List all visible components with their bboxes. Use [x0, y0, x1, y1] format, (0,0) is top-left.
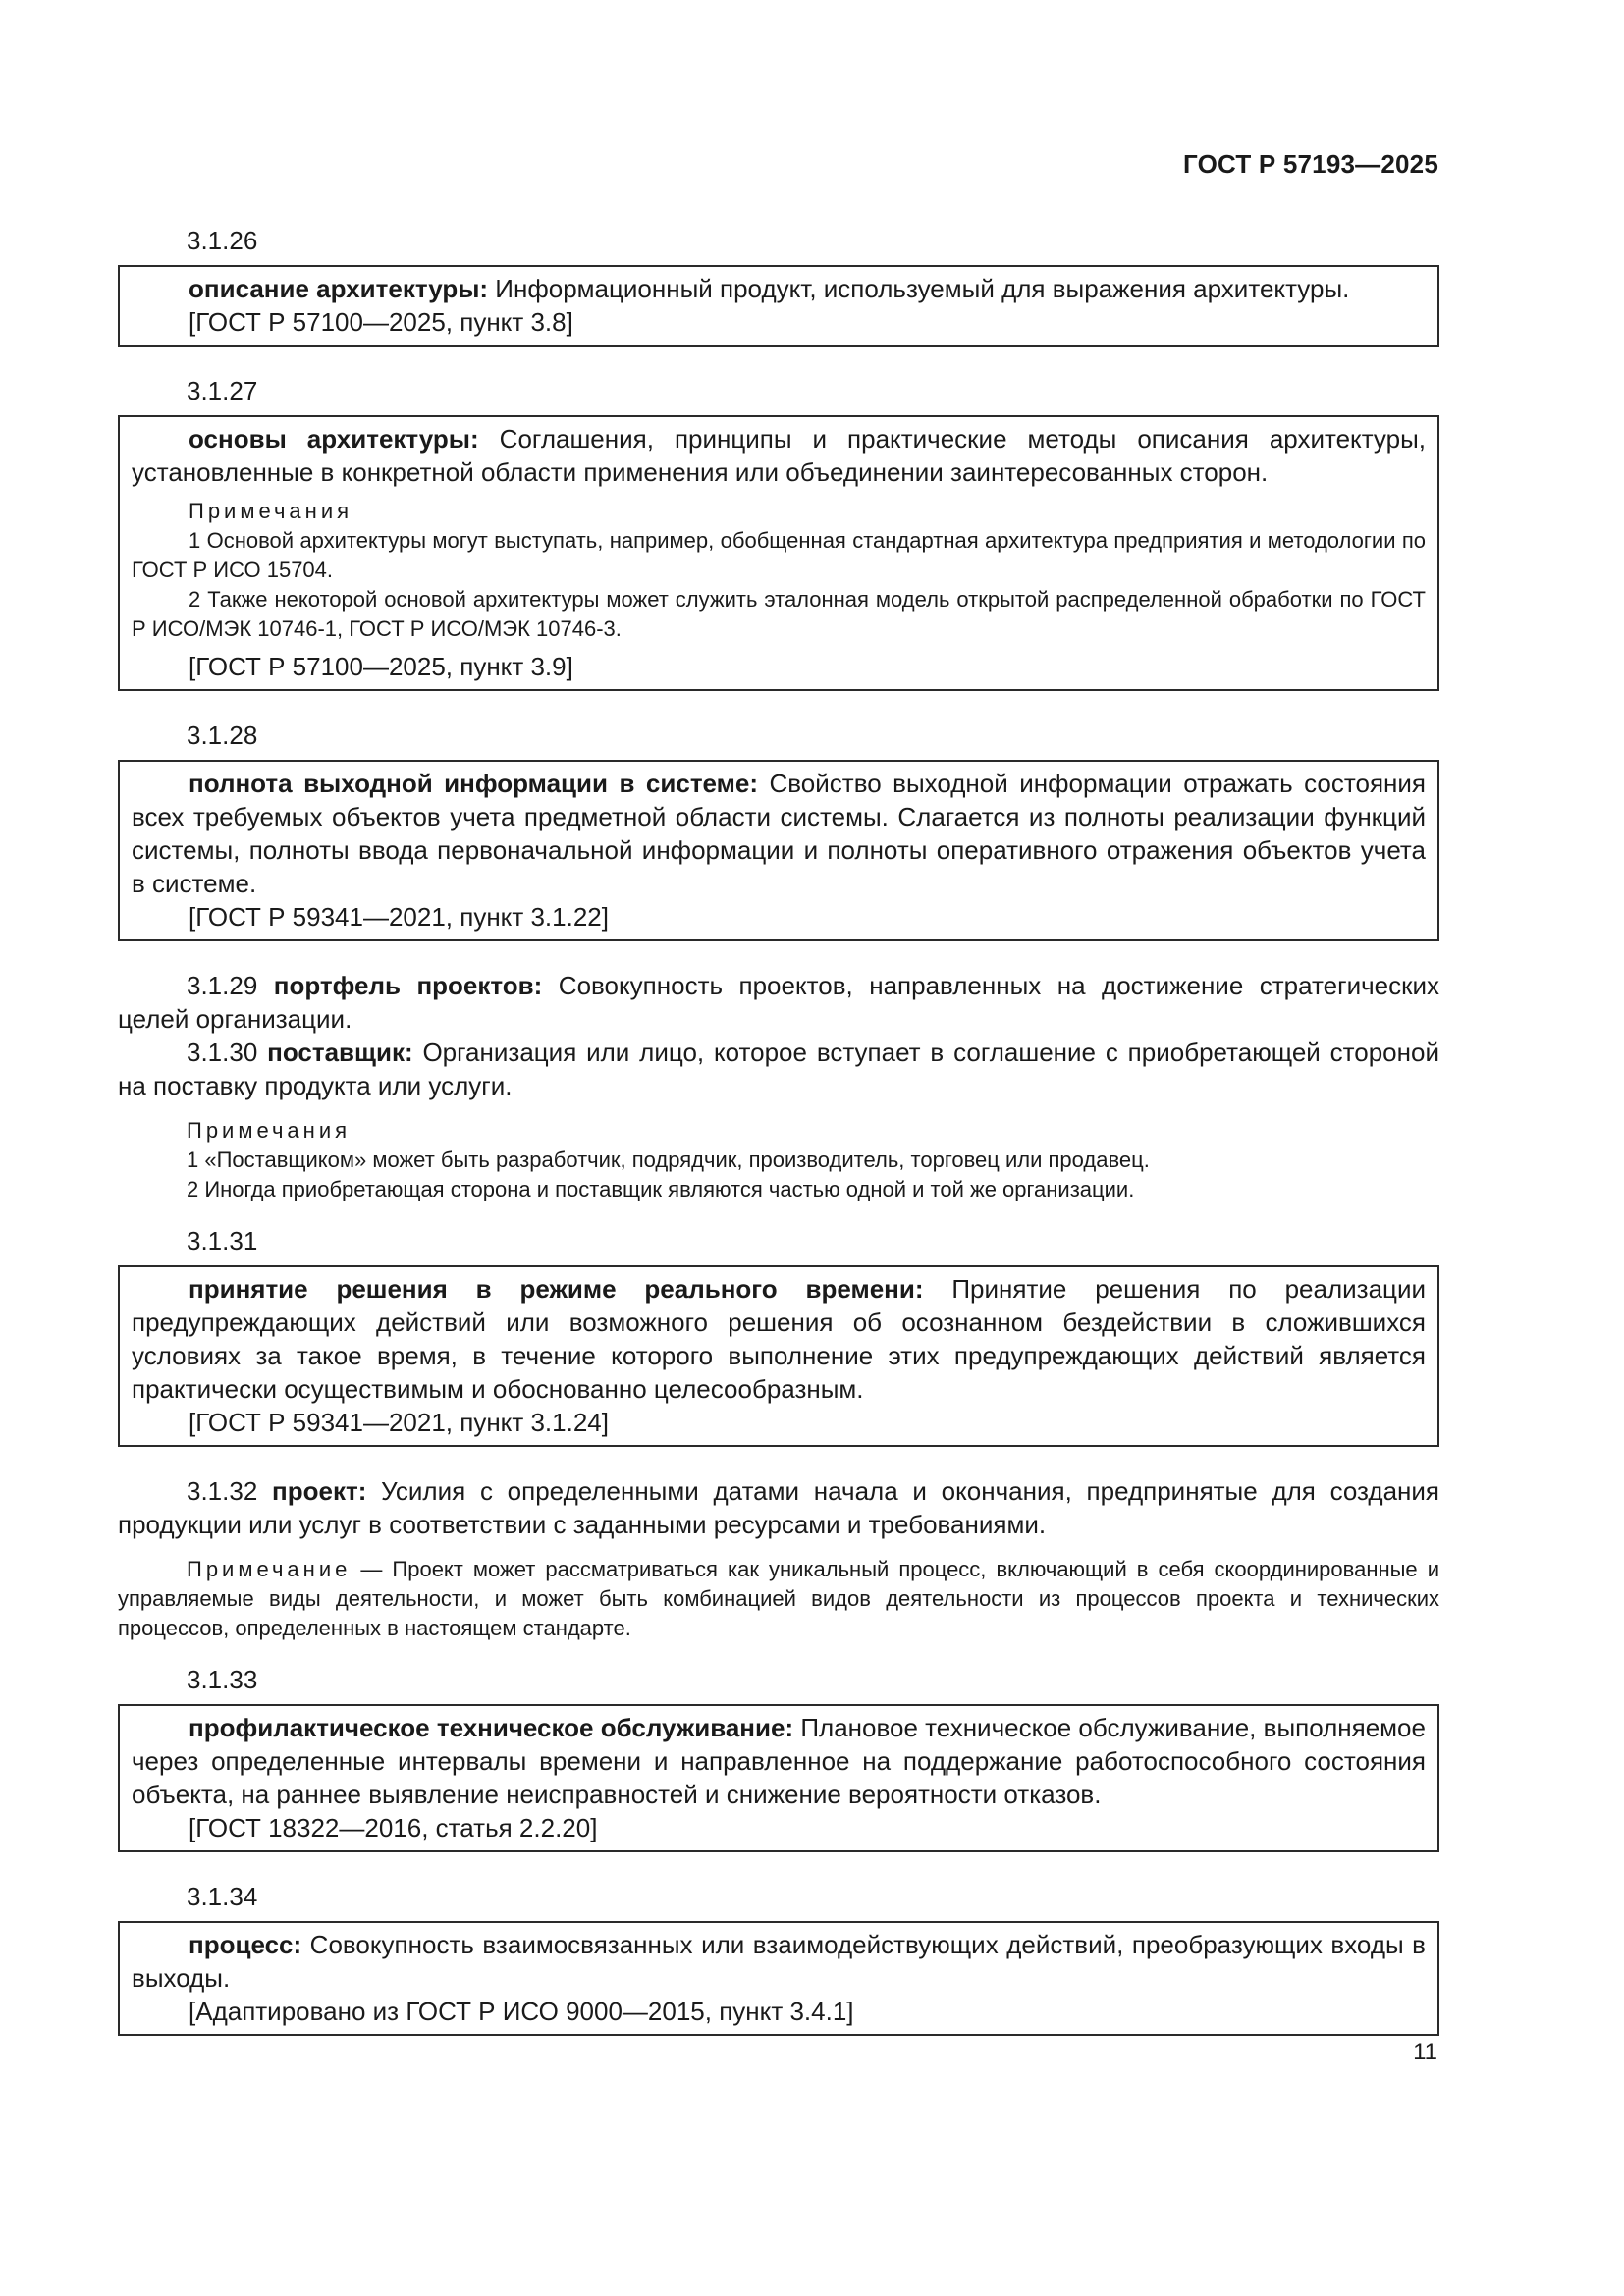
source-reference: [Адаптировано из ГОСТ Р ИСО 9000—2015, пункт 3.4.1] [189, 1997, 854, 2026]
definition-box [118, 415, 1439, 691]
term: процесс: [189, 1930, 302, 1959]
note-item [118, 1555, 1439, 1643]
document-code-header: ГОСТ Р 57193—2025 [1183, 149, 1438, 179]
term: принятие решения в режиме реального времени: [189, 1274, 924, 1304]
source-reference: [ГОСТ Р 59341—2021, пункт 3.1.22] [189, 902, 609, 932]
definition-box [118, 1704, 1439, 1852]
notes-block [132, 497, 1426, 644]
definition-text [132, 422, 1426, 489]
term: проект: [272, 1476, 367, 1506]
document-body [118, 224, 1439, 2063]
entry-number: 3.1.29 [187, 971, 258, 1000]
notes-title: Примечания [189, 499, 353, 523]
term: профилактическое техническое обслуживание: [189, 1713, 794, 1742]
source-reference: [ГОСТ Р 59341—2021, пункт 3.1.24] [189, 1408, 609, 1437]
definition-box [118, 1921, 1439, 2036]
definition-text [132, 1272, 1426, 1406]
term: основы архитектуры: [189, 424, 479, 454]
note-title: Примечание [187, 1557, 352, 1581]
entry-number: 3.1.30 [187, 1038, 258, 1067]
source-reference: [ГОСТ Р 57100—2025, пункт 3.8] [189, 307, 573, 337]
notes-title: Примечания [187, 1118, 352, 1143]
definition-text [118, 1474, 1439, 1541]
definition: Соглашения, принципы и практические методы описания архитектуры, установленные в конкретной области применения или объединении заинтересованных сторон. [132, 424, 1426, 487]
definition-text [132, 1928, 1426, 1995]
note-item: 1 Основой архитектуры могут выступать, например, обобщенная стандартная архитектура предприятия и методологии по ГОСТ Р ИСО 15704. [132, 528, 1426, 582]
free-definitions [118, 969, 1439, 1102]
note-item: 1 «Поставщиком» может быть разработчик, подрядчик, производитель, торговец или продавец. [187, 1148, 1150, 1172]
entry-number: 3.1.26 [187, 226, 258, 255]
definition: Совокупность взаимосвязанных или взаимодействующих действий, преобразующих входы в выходы. [132, 1930, 1426, 1993]
entry-number: 3.1.32 [187, 1476, 258, 1506]
note-text: — Проект может рассматриваться как уникальный процесс, включающий в себя скоординированные и управляемые виды деятельности, и может быть комбинацией видов деятельности из процессов проекта и технических процессов, определенных в настоящем стандарте. [118, 1557, 1439, 1640]
definition: Плановое техническое обслуживание, выполняемое через определенные интервалы времени и направленное на поддержание работоспособного состояния объекта, на раннее выявление неисправностей и снижение вероятности отказов. [132, 1713, 1426, 1809]
definition: Организация или лицо, которое вступает в соглашение с приобретающей стороной на поставку продукта или услуги. [118, 1038, 1439, 1100]
entry-number: 3.1.28 [187, 721, 258, 750]
term: портфель проектов: [273, 971, 543, 1000]
term: описание архитектуры: [189, 274, 489, 303]
definition: Усилия с определенными датами начала и окончания, предпринятые для создания продукции или услуг в соответствии с заданными ресурсами и требованиями. [118, 1476, 1439, 1539]
definition-text [118, 969, 1439, 1036]
entry-number: 3.1.34 [187, 1882, 258, 1911]
entry-number: 3.1.31 [187, 1226, 258, 1255]
definition-box [118, 265, 1439, 347]
note-item: 2 Иногда приобретающая сторона и поставщик являются частью одной и той же организации. [187, 1177, 1135, 1201]
notes-block [118, 1116, 1439, 1204]
definition-text [118, 1036, 1439, 1102]
definition: Свойство выходной информации отражать состояния всех требуемых объектов учета предметной области системы. Слагается из полноты реализации функций системы, полноты ввода первоначальной информации и полноты оперативного отражения объектов учета в системе. [132, 769, 1426, 898]
entry-number: 3.1.33 [187, 1665, 258, 1694]
definition-box [118, 760, 1439, 941]
free-definitions [118, 1474, 1439, 1541]
note-item: 2 Также некоторой основой архитектуры может служить эталонная модель открытой распределенной обработки по ГОСТ Р ИСО/МЭК 10746-1, ГОСТ Р ИСО/МЭК 10746-3. [132, 587, 1426, 641]
source-reference: [ГОСТ Р 57100—2025, пункт 3.9] [189, 652, 573, 681]
page-number: 11 [1413, 2039, 1437, 2065]
definition-text [132, 272, 1426, 305]
definition-text [132, 1711, 1426, 1811]
definition: Принятие решения по реализации предупреждающих действий или возможного решения об осознанном бездействии в сложившихся условиях за такое время, в течение которого выполнение этих предупреждающих действий является практически осуществимым и обоснованно целесообразным. [132, 1274, 1426, 1404]
definition-box [118, 1265, 1439, 1447]
definition: Совокупность проектов, направленных на достижение стратегических целей организации. [118, 971, 1439, 1034]
definition-text [132, 767, 1426, 900]
source-reference: [ГОСТ 18322—2016, статья 2.2.20] [189, 1813, 598, 1842]
entry-number: 3.1.27 [187, 376, 258, 405]
term: поставщик: [267, 1038, 413, 1067]
term: полнота выходной информации в системе: [189, 769, 759, 798]
definition: Информационный продукт, используемый для выражения архитектуры. [488, 274, 1350, 303]
